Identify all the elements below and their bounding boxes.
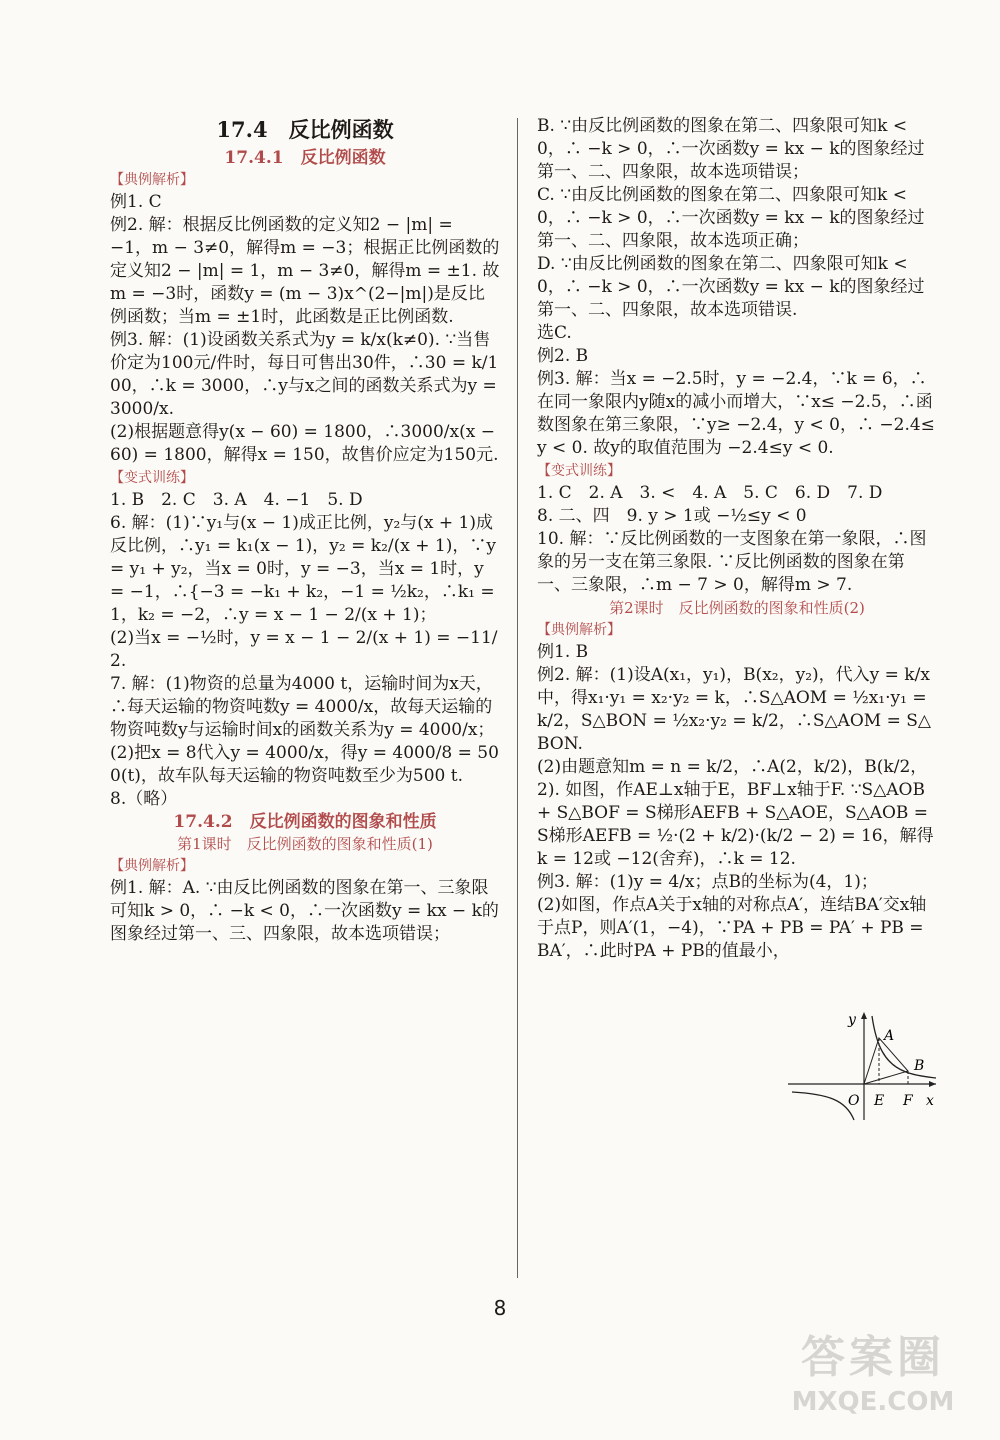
answer-text: (2)如图，作点A关于x轴的对称点A′，连结BA′交x轴于点P，则A′(1，−4)，∵PA + PB = PA′ + PB = BA′，∴此时PA + PB的值最小， — [537, 895, 929, 961]
lesson-title: 第1课时 反比例函数的图象和性质(1) — [177, 835, 433, 853]
right-column — [537, 115, 937, 963]
watermark-title: 答案圈 — [801, 1332, 945, 1383]
answer-text: (2)由题意知m = n = k/2，∴A(2，k/2)，B(k/2，2). 如图，作AE⊥x轴于E，BF⊥x轴于F. ∵S△AOB + S△BOF = S梯形AEFB + S△AOE，S△AOB = S梯形AEFB = ½·(2 + k/2)·(k/2 − 2) = 16，解得k = 12或 −12(舍弃)，∴k = 12. — [537, 757, 934, 869]
answer-text: 6. 解：(1)∵y₁与(x − 1)成正比例，y₂与(x + 1)成反比例，∴y₁ = k₁(x − 1)，y₂ = k₂/(x + 1)，∵y = y₁ + y₂，当x = 0时，y = −3，当x = 1时，y = −1，∴{−3 = −k₁ + k₂，−1 = ½k₂，∴k₁ = 1，k₂ = −2，∴y = x − 1 − 2/(x + 1)； — [110, 513, 502, 625]
column-divider — [517, 118, 518, 1278]
label-o: O — [848, 1093, 860, 1109]
answer-text: 例1. C — [110, 192, 162, 212]
y-axis-arrow — [861, 1012, 867, 1019]
watermark-logo — [762, 1330, 984, 1430]
answer-text: 例3. 解：当x = −2.5时，y = −2.4，∵k = 6，∴在同一象限内y随x的减小而增大，∵x≤ −2.5，∴函数图象在第三象限，∵y≥ −2.4，y < 0，∴ −2.4≤y < 0. 故y的取值范围为 −2.4≤y < 0. — [537, 369, 935, 458]
answer-text: C. ∵由反比例函数的图象在第二、四象限可知k < 0，∴ −k > 0，∴一次函数y = kx − k的图象经过第一、二、四象限，故本选项正确； — [537, 185, 925, 251]
answer-text: 例2. 解：(1)设A(x₁，y₁)，B(x₂，y₂)，代入y = k/x中，得x₁·y₁ = x₂·y₂ = k，∴S△AOM = ½x₁·y₁ = k/2，S△BON = ½x₂·y₂ = k/2，∴S△AOM = S△BON. — [537, 665, 933, 754]
answer-text: D. ∵由反比例函数的图象在第二、四象限可知k < 0，∴ −k > 0，∴一次函数y = kx − k的图象经过第一、二、四象限，故本选项错误. — [537, 254, 925, 320]
answer-text: 10. 解：∵反比例函数的一支图象在第一象限，∴图象的另一支在第三象限. ∵反比例函数的图象在第一、三象限，∴m − 7 > 0，解得m > 7. — [537, 529, 927, 595]
left-column — [110, 115, 503, 946]
label-e: E — [874, 1093, 885, 1109]
answer-text: 例1. B — [537, 642, 589, 662]
section-tag: 【变式训练】 — [537, 463, 621, 479]
section-tag: 【典例解析】 — [110, 858, 194, 874]
answer-text: (2)把x = 8代入y = 4000/x，得y = 4000/8 = 500(t)，故车队每天运输的物资吨数至少为500 t. — [110, 743, 499, 786]
section-tag: 【典例解析】 — [110, 172, 194, 188]
answer-text: 1. C 2. A 3. < 4. A 5. C 6. D 7. D — [537, 483, 883, 503]
answer-text: 例1. 解：A. ∵由反比例函数的图象在第一、三象限可知k > 0，∴ −k < 0，∴一次函数y = kx − k的图象经过第一、三、四象限，故本选项错误； — [110, 878, 499, 944]
answer-text: (2)根据题意得y(x − 60) = 1800，∴3000/x(x − 60) = 1800，解得x = 150，故售价应定为150元. — [110, 422, 501, 465]
section-tag: 【变式训练】 — [110, 470, 194, 486]
lesson-title: 第2课时 反比例函数的图象和性质(2) — [609, 599, 865, 617]
x-axis-arrow — [929, 1081, 936, 1087]
subsection-title: 17.4.2 反比例函数的图象和性质 — [173, 812, 437, 832]
answer-text: 例2. B — [537, 346, 589, 366]
hyperbola-branch-3 — [792, 1092, 854, 1120]
label-y: y — [848, 1012, 856, 1028]
hyperbola-figure — [788, 1010, 938, 1122]
answer-text: 例3. 解：(1)y = 4/x；点B的坐标为(4，1)； — [537, 872, 878, 892]
answer-text: B. ∵由反比例函数的图象在第二、四象限可知k < 0，∴ −k > 0，∴一次函数y = kx − k的图象经过第一、二、四象限，故本选项错误； — [537, 116, 925, 182]
triangle-aob — [864, 1038, 908, 1084]
label-b: B — [914, 1058, 925, 1074]
answer-text: 选C. — [537, 323, 572, 343]
label-a: A — [884, 1028, 895, 1044]
section-tag: 【典例解析】 — [537, 622, 621, 638]
hyperbola-branch-1 — [872, 1016, 936, 1078]
label-f: F — [903, 1093, 913, 1109]
section-title: 17.4 反比例函数 — [216, 117, 394, 142]
answer-text: 例3. 解：(1)设函数关系式为y = k/x(k≠0). ∵当售价定为100元/件时，每日可售出30件，∴30 = k/100，∴k = 3000，∴y与x之间的函数关系式为y = 3000/x. — [110, 330, 503, 419]
answer-text: 8. 二、四 9. y > 1或 −½≤y < 0 — [537, 506, 807, 526]
answer-text: 8.（略） — [110, 789, 178, 809]
answer-text: (2)当x = −½时，y = x − 1 − 2/(x + 1) = −11/2. — [110, 628, 498, 671]
watermark-url: MXQE.COM — [791, 1387, 955, 1417]
answer-text: 例2. 解：根据反比例函数的定义知2 − |m| = −1，m − 3≠0，解得m = −3；根据正比例函数的定义知2 − |m| = 1，m − 3≠0，解得m = ±1. 故m = −3时，函数y = (m − 3)x^(2−|m|)是反比例函数；当m = ±1时，此函数是正比例函数. — [110, 215, 500, 327]
label-x: x — [926, 1093, 934, 1109]
page-number: 8 — [493, 1296, 507, 1320]
answer-text: 7. 解：(1)物资的总量为4000 t，运输时间为x天，∴每天运输的物资吨数y = 4000/x，故每天运输的物资吨数y与运输时间x的函数关系为y = 4000/x； — [110, 674, 495, 740]
answer-text: 1. B 2. C 3. A 4. −1 5. D — [110, 490, 363, 510]
subsection-title: 17.4.1 反比例函数 — [224, 148, 386, 168]
